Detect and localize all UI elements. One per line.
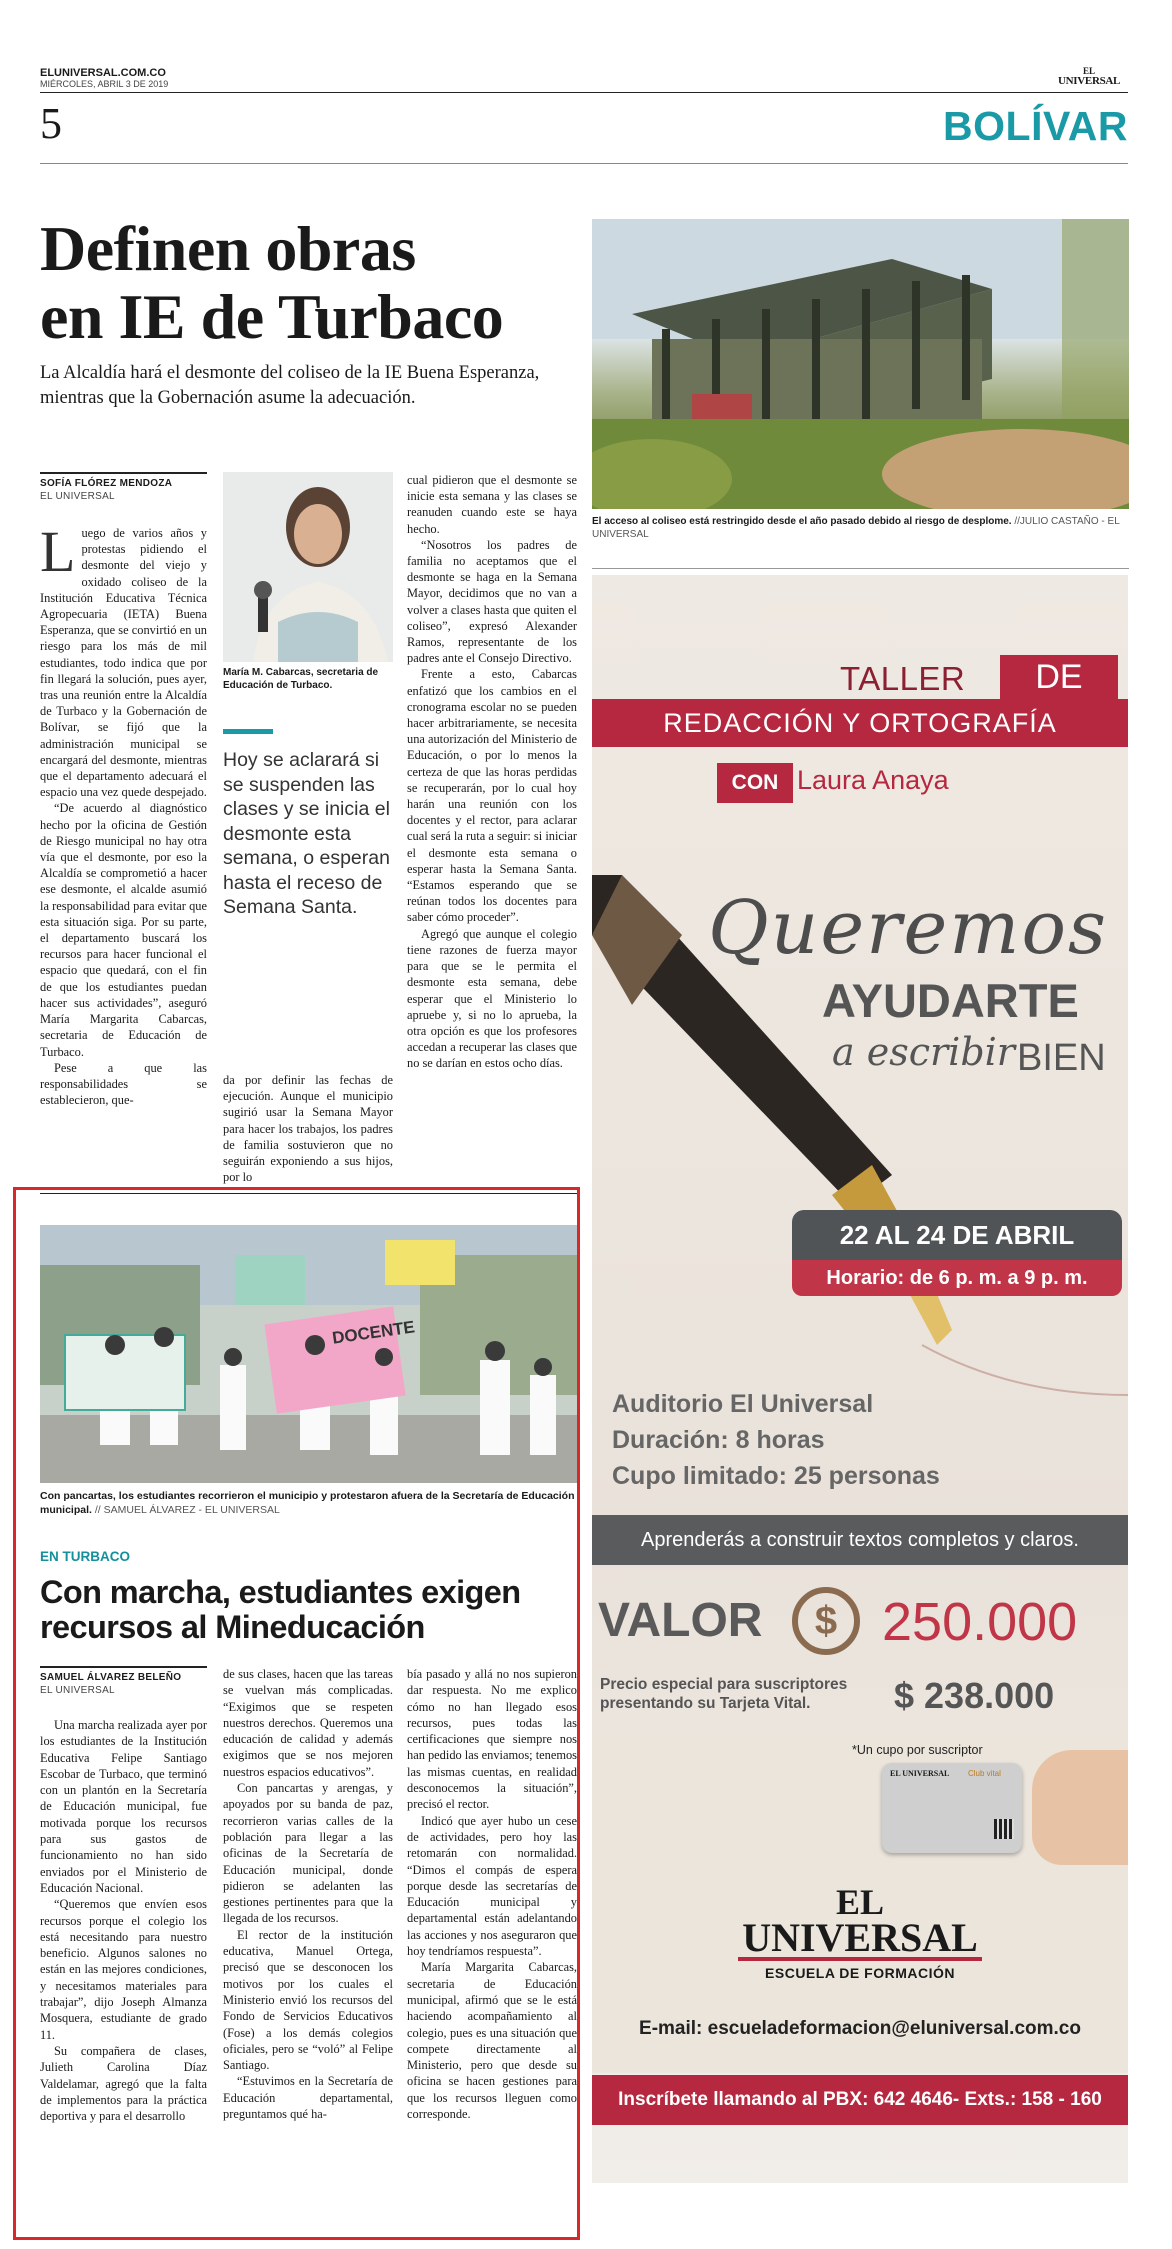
- march-caption-text: Con pancartas, los estudiantes recorrieron el municipio y protestaron afuera de la Secretaría de Educación municipal.: [40, 1490, 575, 1516]
- article-headline: [40, 215, 503, 351]
- article-author: SOFÍA FLÓREZ MENDOZA: [40, 478, 173, 489]
- article-author-outlet: EL UNIVERSAL: [40, 491, 115, 502]
- member-card: [882, 1763, 1022, 1853]
- byline-rule: [40, 472, 207, 474]
- article2-headline: [40, 1575, 520, 1645]
- article1-column-3: [407, 472, 577, 1072]
- ad-duration: Duración: 8 horas: [612, 1426, 825, 1454]
- march-photo-caption: [40, 1489, 577, 1517]
- ad-special-price: $ 238.000: [894, 1675, 1055, 1716]
- ad-venue: Auditorio El Universal: [612, 1390, 874, 1418]
- headline-line-1: Definen obras: [40, 213, 416, 284]
- dollar-coin-icon: [792, 1587, 860, 1655]
- article2-column-1: [40, 1717, 207, 2124]
- portrait-illustration: [223, 472, 393, 662]
- article1-paragraph: Agregó que aunque el colegio tiene razones de fuerza mayor para que se le permita el desmonte esta semana, debe esperar que el Ministerio lo apruebe y, si no lo aprueba, la otra opción es que los profesores accedan a recuperar las clases que no se darían en estos ocho días.: [407, 926, 577, 1071]
- ad-dates-box: [792, 1210, 1122, 1260]
- article1-paragraph: “Nosotros los padres de familia no aceptamos que el desmonte se haga en la Semana Mayor, decidimos que no van a volver a clases hasta que quiten el coliseo”, expresó Alexander Ramos, representante de los padres ante el Consejo Directivo.: [407, 537, 577, 666]
- masthead-small-logo: [1058, 66, 1120, 86]
- ad-con: CON: [731, 771, 779, 794]
- article-deck: La Alcaldía hará el desmonte del coliseo de la IE Buena Esperanza, mientras que la Gobernación asume la adecuación.: [40, 363, 540, 408]
- article2-kicker: EN TURBACO: [40, 1549, 130, 1564]
- drop-cap: L: [40, 519, 76, 584]
- header-rule: [40, 92, 1128, 93]
- article1-paragraph-text: uego de varios años y protestas pidiendo el desmonte del viejo y oxidado coliseo de la Institución Educativa Técnica Agropecuaria (IETA) Buena Esperanza, que se convirtió en un riesgo para los más de mil estudiantes, todo indica que por fin llegará la solución, pues ayer, tras una reunión entre la Alcaldía de Turbaco y la Gobernación de Bolívar, se fijó que la administración municipal se encargará del desmonte, mientras que el departamento adecuará el espacio una vez quede despejado.: [40, 526, 207, 800]
- ad-ayudarte: AYUDARTE: [822, 974, 1079, 1027]
- article2-headline-line-1: Con marcha, estudiantes exigen: [40, 1574, 521, 1610]
- ad-dates: 22 AL 24 DE ABRIL: [839, 1220, 1075, 1250]
- article2-paragraph: Indicó que ayer hubo un cese de actividades, pero hoy las retomarán con normalidad. “Dimos el compás de espera porque desde las secretarías de Educación municipal y departamental están adelantando las acciones y nos aseguraron que hoy tendríamos respuesta”.: [407, 1813, 577, 1959]
- march-caption-credit: // SAMUEL ÁLVAREZ - EL UNIVERSAL: [91, 1504, 280, 1516]
- ad-horario-box: [792, 1260, 1122, 1296]
- article2-paragraph: Una marcha realizada ayer por los estudiantes de la Institución Educativa Felipe Santiago Escobar de Turbaco, que terminó con un plantón en la Secretaría de Educación municipal, fue motivada porque los recursos para sus gastos de funcionamiento no han sido enviados por el Ministerio de Educación Nacional.: [40, 1718, 207, 1895]
- protest-sign-text: DOCENTE: [331, 1317, 416, 1348]
- ad-de-box: [1000, 655, 1118, 699]
- workshop-advertisement[interactable]: [592, 575, 1128, 2183]
- article1-column-2: [223, 1072, 393, 1185]
- article2-column-2: [223, 1666, 393, 2122]
- logo-el: EL: [835, 1882, 885, 1922]
- ad-special-text: Precio especial para suscriptores presentando su Tarjeta Vital.: [600, 1676, 848, 1712]
- ad-bien: BIEN: [1017, 1037, 1106, 1079]
- masthead-small-logo-universal: UNIVERSAL: [1058, 75, 1121, 87]
- pull-quote: Hoy se aclarará si se suspenden las clases y se inicia el desmonte esta semana, o esperan hasta el receso de Semana Santa.: [223, 749, 390, 918]
- ad-taller-heading: [840, 660, 965, 698]
- article2-author: SAMUEL ÁLVAREZ BELEÑO: [40, 1672, 182, 1683]
- headline-line-2: en IE de Turbaco: [40, 281, 504, 352]
- ad-redaccion: REDACCIÓN Y ORTOGRAFÍA: [663, 708, 1057, 738]
- qr-code-icon: [994, 1819, 1014, 1839]
- ad-un-cupo: *Un cupo por suscriptor: [852, 1743, 983, 1757]
- march-illustration: [40, 1225, 577, 1483]
- ad-inscribete: Inscríbete llamando al PBX: 642 4646- Exts.: 158 - 160: [618, 2089, 1102, 2110]
- ad-learn-bar: [592, 1515, 1128, 1565]
- masthead-small-logo-el: EL: [1083, 66, 1096, 76]
- ad-taller: TALLER: [840, 660, 966, 697]
- card-vital: Club vital: [968, 1769, 1001, 1778]
- march-photo: [40, 1225, 577, 1483]
- article2-top-rule: [40, 1193, 577, 1194]
- hand-illustration: [1032, 1750, 1128, 1865]
- ad-instructor: Laura Anaya: [797, 765, 949, 795]
- ad-valor: VALOR: [598, 1594, 763, 1647]
- ad-con-box: [717, 763, 793, 803]
- card-brand: EL UNIVERSAL: [890, 1769, 950, 1778]
- article2-paragraph: “Estuvimos en la Secretaría de Educación departamental, preguntamos qué ha-: [223, 2074, 393, 2122]
- ad-a-escribir: a escribir: [832, 1030, 1015, 1074]
- article1-column-1: [40, 519, 207, 1108]
- coliseum-photo: [592, 219, 1129, 509]
- section-rule: [40, 163, 1128, 164]
- pullquote-rule: [223, 729, 273, 734]
- ad-learn: Aprenderás a construir textos completos y claros.: [641, 1529, 1079, 1551]
- article2-paragraph: Su compañera de clases, Julieth Carolina Díaz Valdelamar, agregó que la falta de implementos para la práctica deportiva y para el desarrollo: [40, 2043, 207, 2124]
- site-url: ELUNIVERSAL.COM.CO: [40, 67, 166, 79]
- article2-paragraph: Con pancartas y arengas, y apoyados por su banda de paz, recorrieron varias calles de la población para llegar a las oficinas de la Secretaría de Educación municipal, donde pidieron se adelanten las gestiones pertinentes para que la llegada de los recursos.: [223, 1781, 393, 1926]
- article1-paragraph: “De acuerdo al diagnóstico hecho por la oficina de Gestión de Riesgo municipal no hay otra vía que el desmonte, por eso la Alcaldía se comprometió a hacer ese desmonte, el alcalde asumió la responsabilidad para evitar que esta situación siga. Por su parte, el departamento buscará los recursos para hacer funcional el espacio que quedará, con el fin de que los estudiantes puedan hacer sus actividades”, aseguró María Margarita Cabarcas, secretaria de Educación de Turbaco.: [40, 801, 207, 1059]
- article2-paragraph: “Queremos que envíen esos recursos porque el colegio los está necesitando para nuestro beneficio. Algunos salones no están en las mejores condiciones, y necesitamos materiales para trabajar”, dijo Joseph Almanza Mosquera, estudiante de grado 11.: [40, 1897, 207, 2042]
- article1-paragraph: Pese a que las responsabilidades se establecieron, que-: [40, 1060, 207, 1108]
- ad-queremos: Queremos: [708, 885, 1108, 971]
- article2-byline-rule: [40, 1666, 207, 1668]
- article1-paragraph: da por definir las fechas de ejecución. Aunque el municipio sugirió usar la Semana Mayor para hacer los trabajos, los padres de familia sostuvieron que no seguirán exponiendo a sus hijos, por lo: [223, 1073, 393, 1185]
- article2-column-3: [407, 1666, 577, 2122]
- logo-universal: UNIVERSAL: [738, 1919, 982, 1961]
- ad-email[interactable]: E-mail: escueladeformacion@eluniversal.com.co: [639, 2018, 1081, 2039]
- article2-paragraph: María Margarita Cabarcas, secretaria de Educación municipal, afirmó que se le está haciendo acompañamiento al colegio, pues es una situación que compete directamente al Ministerio, pero que desde su oficina se hacen gestiones para que los recursos lleguen como corresponde.: [407, 1960, 577, 2122]
- dollar-sign: $: [814, 1599, 838, 1643]
- ad-price: 250.000: [882, 1592, 1078, 1652]
- article1-paragraph: Frente a esto, Cabarcas enfatizó que los cambios en el cronograma escolar no se pueden hacer arbitrariamente, se necesita una autorización del Ministerio de Educación, o por lo menos la certeza de que las horas perdidas se recuperarán, por lo cual hoy harán una reunión con los docentes y el rector, para aclarar cual será la ruta a seguir: si iniciar el desmonte esta semana o esperar hasta la Semana Santa. “Estamos esperando que se reúnan todos los docentes para saber cómo proceder”.: [407, 667, 577, 925]
- logo-escuela: ESCUELA DE FORMACIÓN: [765, 1965, 955, 1981]
- ad-de: DE: [1035, 658, 1083, 696]
- section-title: BOLÍVAR: [943, 103, 1128, 149]
- portrait-caption: María M. Cabarcas, secretaria de Educación de Turbaco.: [223, 667, 379, 691]
- ad-horario: Horario: de 6 p. m. a 9 p. m.: [826, 1267, 1088, 1289]
- article2-paragraph: bía pasado y allá no nos supieron dar respuesta. No me explico cómo no han llegado esos recursos, pues todas las certificaciones que siempre nos han pedido las enviamos; tenemos las mismas cuentas, en realidad desconocemos la situación”, precisó el rector.: [407, 1667, 577, 1812]
- article2-paragraph: de sus clases, hacen que las tareas se vuelvan más complicadas. “Exigimos que se respeten nuestros derechos. Queremos una educación de calidad y además exigimos que se nos mejoren nuestros espacios educativos”.: [223, 1667, 393, 1779]
- coliseum-caption-text: El acceso al coliseo está restringido desde el año pasado debido al riesgo de desplome.: [592, 516, 1012, 527]
- coliseum-caption-credit: //JULIO CASTAÑO - EL UNIVERSAL: [592, 516, 1120, 540]
- page-number: 5: [40, 99, 62, 148]
- ad-redaccion-bar: [592, 699, 1128, 747]
- ad-inscribete-bar[interactable]: [592, 2075, 1128, 2125]
- ad-cupo: Cupo limitado: 25 personas: [612, 1462, 940, 1490]
- el-universal-logo: [692, 1882, 1028, 1981]
- article2-headline-line-2: recursos al Mineducación: [40, 1609, 425, 1645]
- article2-paragraph: El rector de la institución educativa, Manuel Ortega, precisó que se desconocen los motivos por los cuales el Ministerio envió los recursos del Fondo de Servicios Educativos (Fose) a los demás colegios oficiales, pero se “voló” al Felipe Santiago.: [223, 1927, 393, 2073]
- ad-top-rule: [592, 568, 1129, 569]
- article1-paragraph: cual pidieron que el desmonte se inicie esta semana y las clases se reanuden cuando este se haya hecho.: [407, 473, 577, 536]
- article2-author-outlet: EL UNIVERSAL: [40, 1685, 115, 1696]
- article1-paragraph: [40, 519, 207, 800]
- coliseum-illustration: [592, 219, 1129, 509]
- portrait-photo: [223, 472, 393, 662]
- issue-date: MIÉRCOLES, ABRIL 3 DE 2019: [40, 79, 169, 89]
- coliseum-photo-caption: [592, 515, 1129, 541]
